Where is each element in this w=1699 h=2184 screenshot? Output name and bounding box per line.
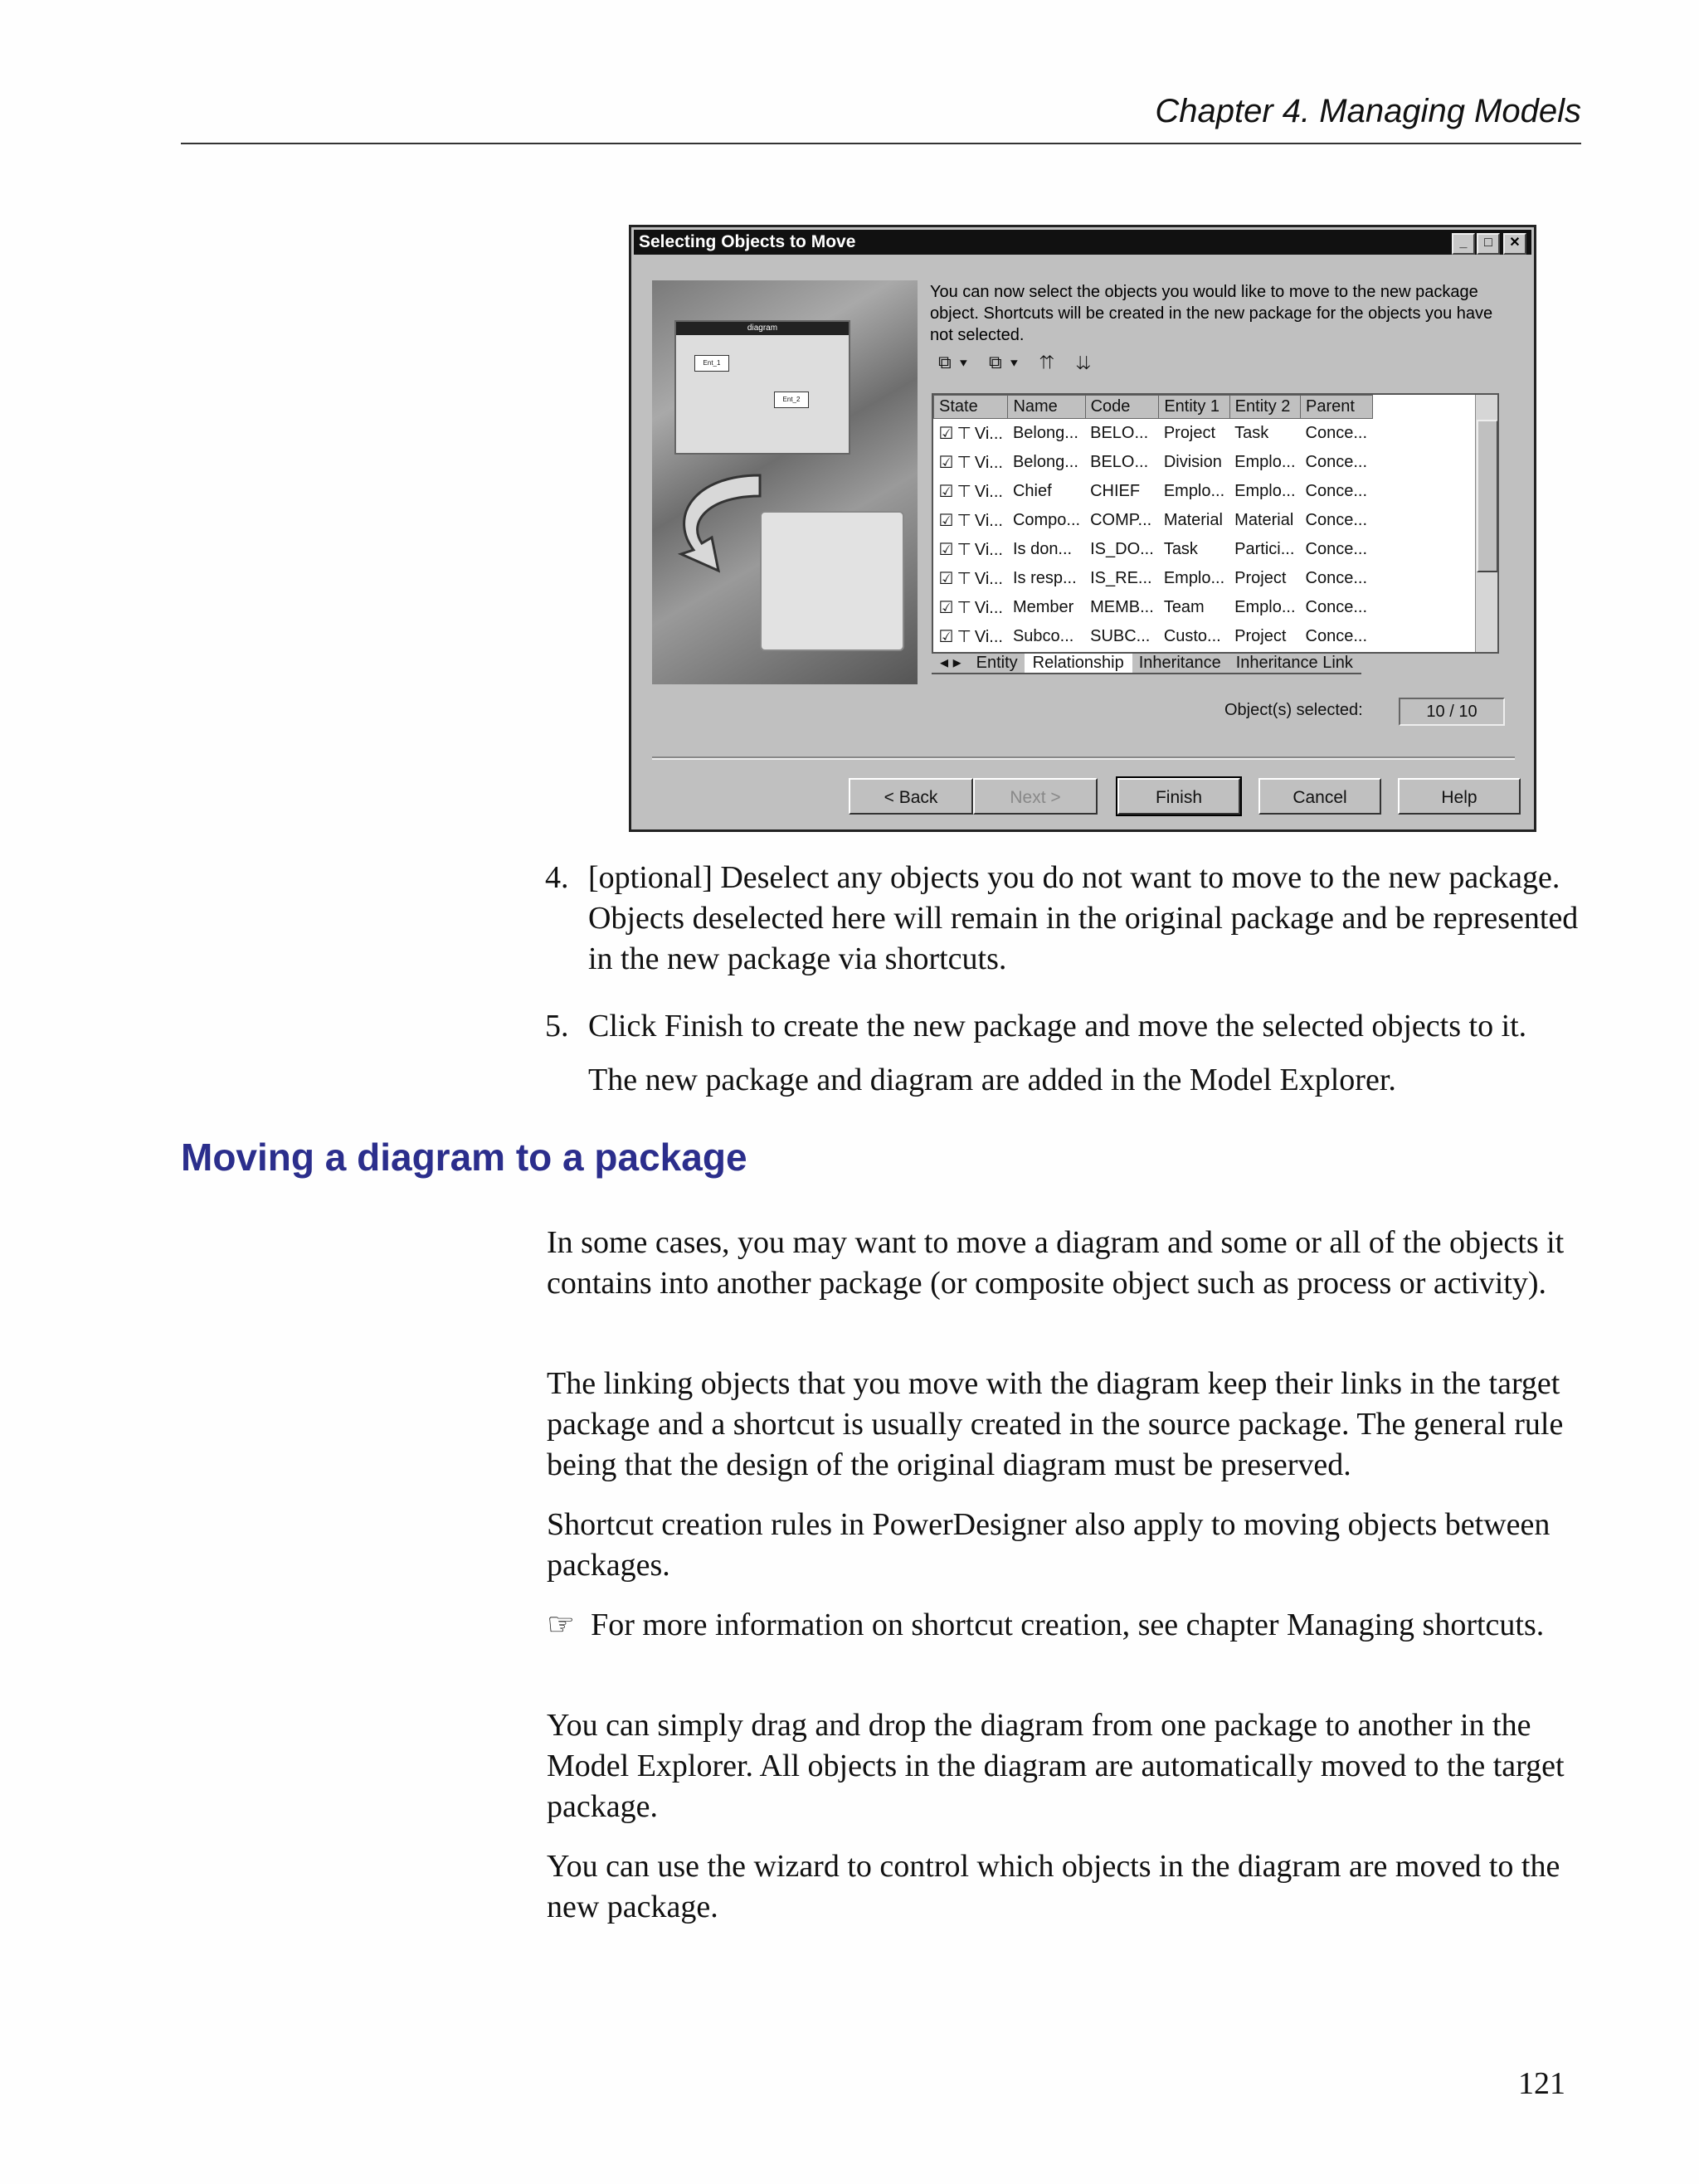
- table-cell: Conce...: [1305, 569, 1368, 587]
- table-row[interactable]: [934, 477, 1373, 506]
- table-cell: Belong...: [1012, 424, 1078, 442]
- step-4-number: 4.: [545, 860, 569, 895]
- checkbox-icon[interactable]: ☑: [938, 570, 954, 588]
- state-text: Vi...: [974, 599, 1003, 617]
- objects-list-header: [934, 396, 1373, 419]
- paragraph: Shortcut creation rules in PowerDesigner also apply to moving objects between packages.: [547, 1507, 1551, 1583]
- state-text: Vi...: [974, 541, 1003, 559]
- state-text: Vi...: [974, 425, 1003, 443]
- tab-inheritance[interactable]: Inheritance: [1131, 654, 1229, 674]
- table-cell: BELO...: [1090, 453, 1149, 471]
- tab-scroll-icon[interactable]: ◂ ▸: [932, 652, 970, 674]
- relationship-icon: ⊤: [957, 541, 971, 559]
- dialog-title-bar: [634, 230, 1531, 255]
- table-row[interactable]: [934, 593, 1373, 622]
- table-cell: COMP...: [1090, 511, 1152, 529]
- table-cell: Project: [1163, 424, 1216, 442]
- selection-toolbar-icons[interactable]: ⧉▾ ⧉▾ ⇈ ⇊: [938, 352, 1099, 372]
- relationship-icon: ⊤: [957, 512, 971, 530]
- next-button[interactable]: Next >: [973, 778, 1098, 815]
- state-cell: [934, 506, 1008, 535]
- state-text: Vi...: [974, 483, 1003, 501]
- mini-diagram-window: [674, 320, 850, 455]
- objects-list-scrollbar[interactable]: [1475, 395, 1497, 652]
- selected-count-value: 10 / 10: [1399, 698, 1505, 726]
- minimize-icon[interactable]: _: [1452, 233, 1475, 255]
- table-cell: Belong...: [1012, 453, 1078, 471]
- table-cell: Team: [1163, 598, 1205, 616]
- table-cell: Task: [1234, 424, 1269, 442]
- step-5-text: Click Finish to create the new package and move the selected objects to it.: [588, 1009, 1527, 1043]
- state-text: Vi...: [974, 454, 1003, 472]
- column-header[interactable]: Parent: [1301, 396, 1372, 419]
- state-cell: [934, 535, 1008, 564]
- table-cell: Subco...: [1012, 627, 1074, 645]
- pointing-hand-icon: ☞: [547, 1608, 576, 1642]
- table-cell: Conce...: [1305, 511, 1368, 529]
- state-cell: [934, 448, 1008, 477]
- state-cell: [934, 564, 1008, 593]
- table-cell: Custo...: [1163, 627, 1221, 645]
- tab-entity[interactable]: Entity: [968, 654, 1026, 674]
- table-cell: Conce...: [1305, 627, 1368, 645]
- table-cell: SUBC...: [1090, 627, 1151, 645]
- scrollbar-thumb[interactable]: [1477, 420, 1498, 572]
- paragraph: You can simply drag and drop the diagram from one package to another in the Model Explorer. All objects in the diagram are automatically moved to the target package.: [547, 1708, 1565, 1824]
- table-cell: BELO...: [1090, 424, 1149, 442]
- table-cell: Material: [1234, 511, 1294, 529]
- state-cell: [934, 419, 1008, 449]
- table-cell: Conce...: [1305, 424, 1368, 442]
- column-header[interactable]: Name: [1008, 396, 1085, 419]
- table-cell: Emplo...: [1163, 482, 1225, 500]
- mini-window-title: diagram: [676, 322, 849, 335]
- state-cell: [934, 477, 1008, 506]
- state-text: Vi...: [974, 628, 1003, 646]
- wizard-artwork: [652, 280, 918, 684]
- running-header: [181, 91, 1581, 144]
- maximize-icon[interactable]: □: [1477, 233, 1500, 255]
- dialog-description: You can now select the objects you would like to move to the new package object. Shortcuts will be created in the new package for the objects you have not selected.: [930, 283, 1493, 344]
- table-row[interactable]: [934, 622, 1373, 651]
- step-5-number: 5.: [545, 1009, 569, 1043]
- table-row[interactable]: [934, 506, 1373, 535]
- close-icon[interactable]: ✕: [1503, 233, 1526, 255]
- table-row[interactable]: [934, 448, 1373, 477]
- table-cell: Is resp...: [1012, 569, 1077, 587]
- table-cell: Emplo...: [1234, 598, 1296, 616]
- section-title: Moving a diagram to a package: [181, 1136, 747, 1179]
- column-header[interactable]: State: [934, 396, 1008, 419]
- finish-button[interactable]: Finish: [1117, 778, 1240, 815]
- table-cell: Compo...: [1012, 511, 1081, 529]
- dialog-title: Selecting Objects to Move: [639, 232, 856, 251]
- table-cell: Is don...: [1012, 540, 1073, 558]
- table-cell: Project: [1234, 569, 1287, 587]
- checkbox-icon[interactable]: ☑: [938, 512, 954, 530]
- state-text: Vi...: [974, 570, 1003, 588]
- relationship-icon: ⊤: [957, 628, 971, 646]
- objects-list[interactable]: [932, 393, 1499, 654]
- table-cell: Emplo...: [1163, 569, 1225, 587]
- page-number: 121: [1518, 2066, 1565, 2101]
- relationship-icon: ⊤: [957, 483, 971, 501]
- table-cell: IS_DO...: [1090, 540, 1154, 558]
- table-cell: Member: [1012, 598, 1074, 616]
- checkbox-icon[interactable]: ☑: [938, 541, 954, 559]
- table-cell: Conce...: [1305, 598, 1368, 616]
- object-type-tabs[interactable]: [932, 652, 1496, 674]
- table-cell: Partici...: [1234, 540, 1295, 558]
- checkbox-icon[interactable]: ☑: [938, 599, 954, 617]
- cancel-button[interactable]: Cancel: [1258, 778, 1381, 815]
- step-5-note: The new package and diagram are added in the Model Explorer.: [588, 1063, 1396, 1097]
- mini-entity-2: Ent_2: [774, 392, 809, 408]
- table-cell: Conce...: [1305, 540, 1368, 558]
- tab-relationship[interactable]: Relationship: [1025, 654, 1132, 674]
- state-text: Vi...: [974, 512, 1003, 530]
- relationship-icon: ⊤: [957, 570, 971, 588]
- state-cell: [934, 593, 1008, 622]
- relationship-icon: ⊤: [957, 425, 971, 443]
- table-cell: CHIEF: [1090, 482, 1141, 500]
- help-button[interactable]: Help: [1398, 778, 1521, 815]
- table-cell: Division: [1163, 453, 1222, 471]
- table-cell: IS_RE...: [1090, 569, 1152, 587]
- table-cell: Project: [1234, 627, 1287, 645]
- checkbox-icon[interactable]: ☑: [938, 454, 954, 472]
- back-button[interactable]: < Back: [849, 778, 973, 815]
- table-cell: Conce...: [1305, 482, 1368, 500]
- step-4-text: [optional] Deselect any objects you do not want to move to the new package. Objects deselected here will remain in the original package and be represented in the new package via shortcuts.: [588, 860, 1579, 976]
- table-cell: Material: [1163, 511, 1223, 529]
- tab-inheritance-link[interactable]: Inheritance Link: [1228, 654, 1361, 674]
- selecting-objects-dialog: [629, 225, 1536, 832]
- mini-entity-1: Ent_1: [694, 355, 729, 372]
- checkbox-icon[interactable]: ☑: [938, 628, 954, 646]
- relationship-icon: ⊤: [957, 599, 971, 617]
- table-cell: Task: [1163, 540, 1198, 558]
- cross-reference: [547, 1605, 1588, 1646]
- checkbox-icon[interactable]: ☑: [938, 483, 954, 501]
- column-header[interactable]: Entity 1: [1159, 396, 1229, 419]
- table-row[interactable]: [934, 564, 1373, 593]
- table-cell: MEMB...: [1090, 598, 1154, 616]
- relationship-icon: ⊤: [957, 454, 971, 472]
- table-cell: Conce...: [1305, 453, 1368, 471]
- table-cell: Chief: [1012, 482, 1052, 500]
- table-cell: Emplo...: [1234, 453, 1296, 471]
- folder-icon: [760, 511, 904, 651]
- column-header[interactable]: Code: [1085, 396, 1159, 419]
- table-cell: Emplo...: [1234, 482, 1296, 500]
- paragraph: The linking objects that you move with the diagram keep their links in the target package and a shortcut is usually created in the source package. The general rule being that the design of the original diagram must be preserved.: [547, 1366, 1564, 1482]
- checkbox-icon[interactable]: ☑: [938, 425, 954, 443]
- table-row[interactable]: [934, 419, 1373, 449]
- column-header[interactable]: Entity 2: [1229, 396, 1300, 419]
- cross-reference-text: For more information on shortcut creation, see chapter Managing shortcuts.: [591, 1608, 1545, 1642]
- state-cell: [934, 622, 1008, 651]
- selected-count-label: Object(s) selected:: [1224, 701, 1363, 719]
- chapter-title: Chapter 4. Managing Models: [1155, 93, 1581, 129]
- button-separator: [652, 756, 1515, 760]
- paragraph: You can use the wizard to control which objects in the diagram are moved to the new package.: [547, 1849, 1560, 1924]
- paragraph: In some cases, you may want to move a diagram and some or all of the objects it contains into another package (or composite object such as process or activity).: [547, 1225, 1565, 1301]
- table-row[interactable]: [934, 535, 1373, 564]
